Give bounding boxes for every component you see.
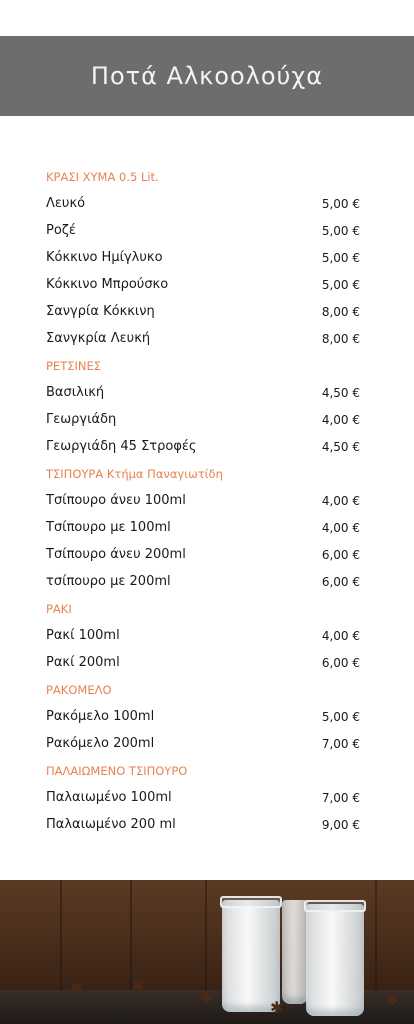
item-price: 5,00 €	[321, 224, 360, 238]
section-title: ΤΣΙΠΟΥΡΑ Κτήμα Παναγιωτίδη	[46, 467, 223, 481]
star-anise-icon: ✱	[200, 988, 214, 1007]
wood-plank-line	[60, 880, 62, 990]
menu-item	[0, 218, 414, 245]
item-name: Ρακόμελο 200ml	[46, 736, 155, 751]
item-name: τσίπουρο με 200ml	[46, 574, 171, 589]
glass-right	[306, 904, 364, 1016]
menu-item	[0, 299, 414, 326]
item-name: Κόκκινο Ημίγλυκο	[46, 250, 163, 265]
menu-item	[0, 650, 414, 677]
item-price: 4,00 €	[321, 494, 360, 508]
item-price: 4,50 €	[321, 386, 360, 400]
star-anise-icon: ✱	[386, 990, 400, 1009]
menu-item	[0, 731, 414, 758]
item-name: Γεωργιάδη 45 Στροφές	[46, 439, 197, 454]
page-header	[0, 36, 414, 116]
item-name: Ροζέ	[46, 223, 76, 238]
drinks-menu	[0, 164, 414, 839]
star-anise-icon: ✱	[270, 998, 284, 1017]
glass-back	[282, 900, 308, 1004]
item-price: 4,00 €	[321, 413, 360, 427]
item-name: Κόκκινο Μπρούσκο	[46, 277, 169, 292]
item-price: 4,50 €	[321, 440, 360, 454]
item-price: 9,00 €	[321, 818, 360, 832]
menu-item	[0, 434, 414, 461]
item-name: Ρακί 100ml	[46, 628, 120, 643]
item-price: 7,00 €	[321, 737, 360, 751]
item-name: Σανγρία Κόκκινη	[46, 304, 155, 319]
section-title: ΡΑΚΟΜΕΛΟ	[46, 683, 112, 697]
menu-item	[0, 623, 414, 650]
item-price: 5,00 €	[321, 197, 360, 211]
menu-item	[0, 272, 414, 299]
section-title: ΡΕΤΣΙΝΕΣ	[46, 359, 102, 373]
menu-item	[0, 515, 414, 542]
wood-plank-line	[130, 880, 132, 990]
item-price: 6,00 €	[321, 656, 360, 670]
section-title: ΠΑΛΑΙΩΜΕΝΟ ΤΣΙΠΟΥΡΟ	[46, 764, 188, 778]
menu-item	[0, 542, 414, 569]
section-title: ΚΡΑΣΙ ΧΥΜΑ 0.5 Lit.	[46, 170, 159, 184]
item-name: Τσίπουρο άνευ 200ml	[46, 547, 186, 562]
item-name: Σανγκρία Λευκή	[46, 331, 151, 346]
item-price: 5,00 €	[321, 710, 360, 724]
item-name: Παλαιωμένο 200 ml	[46, 817, 176, 832]
menu-item	[0, 569, 414, 596]
star-anise-icon: ✱	[70, 978, 84, 997]
menu-item	[0, 380, 414, 407]
item-price: 4,00 €	[321, 521, 360, 535]
menu-item	[0, 191, 414, 218]
page-title: Ποτά Αλκοολούχα	[90, 62, 324, 90]
glass-rim	[304, 900, 366, 912]
item-name: Τσίπουρο άνευ 100ml	[46, 493, 186, 508]
item-price: 5,00 €	[321, 278, 360, 292]
star-anise-icon: ✱	[132, 976, 146, 995]
glass-left	[222, 900, 280, 1012]
item-price: 6,00 €	[321, 548, 360, 562]
item-price: 4,00 €	[321, 629, 360, 643]
menu-item	[0, 785, 414, 812]
item-price: 8,00 €	[321, 305, 360, 319]
menu-item	[0, 488, 414, 515]
menu-item	[0, 812, 414, 839]
item-name: Ρακί 200ml	[46, 655, 120, 670]
wood-plank-line	[205, 880, 207, 990]
glass-rim	[220, 896, 282, 908]
menu-item	[0, 245, 414, 272]
item-name: Παλαιωμένο 100ml	[46, 790, 172, 805]
menu-item	[0, 326, 414, 353]
item-name: Ρακόμελο 100ml	[46, 709, 155, 724]
item-price: 8,00 €	[321, 332, 360, 346]
raki-glasses-photo	[0, 880, 414, 1024]
item-price: 7,00 €	[321, 791, 360, 805]
section-title: ΡΑΚΙ	[46, 602, 72, 616]
item-name: Γεωργιάδη	[46, 412, 117, 427]
menu-item	[0, 704, 414, 731]
item-price: 5,00 €	[321, 251, 360, 265]
item-name: Βασιλική	[46, 385, 105, 400]
menu-item	[0, 407, 414, 434]
wood-plank-line	[375, 880, 377, 990]
item-price: 6,00 €	[321, 575, 360, 589]
item-name: Λευκό	[46, 196, 86, 211]
item-name: Τσίπουρο με 100ml	[46, 520, 171, 535]
